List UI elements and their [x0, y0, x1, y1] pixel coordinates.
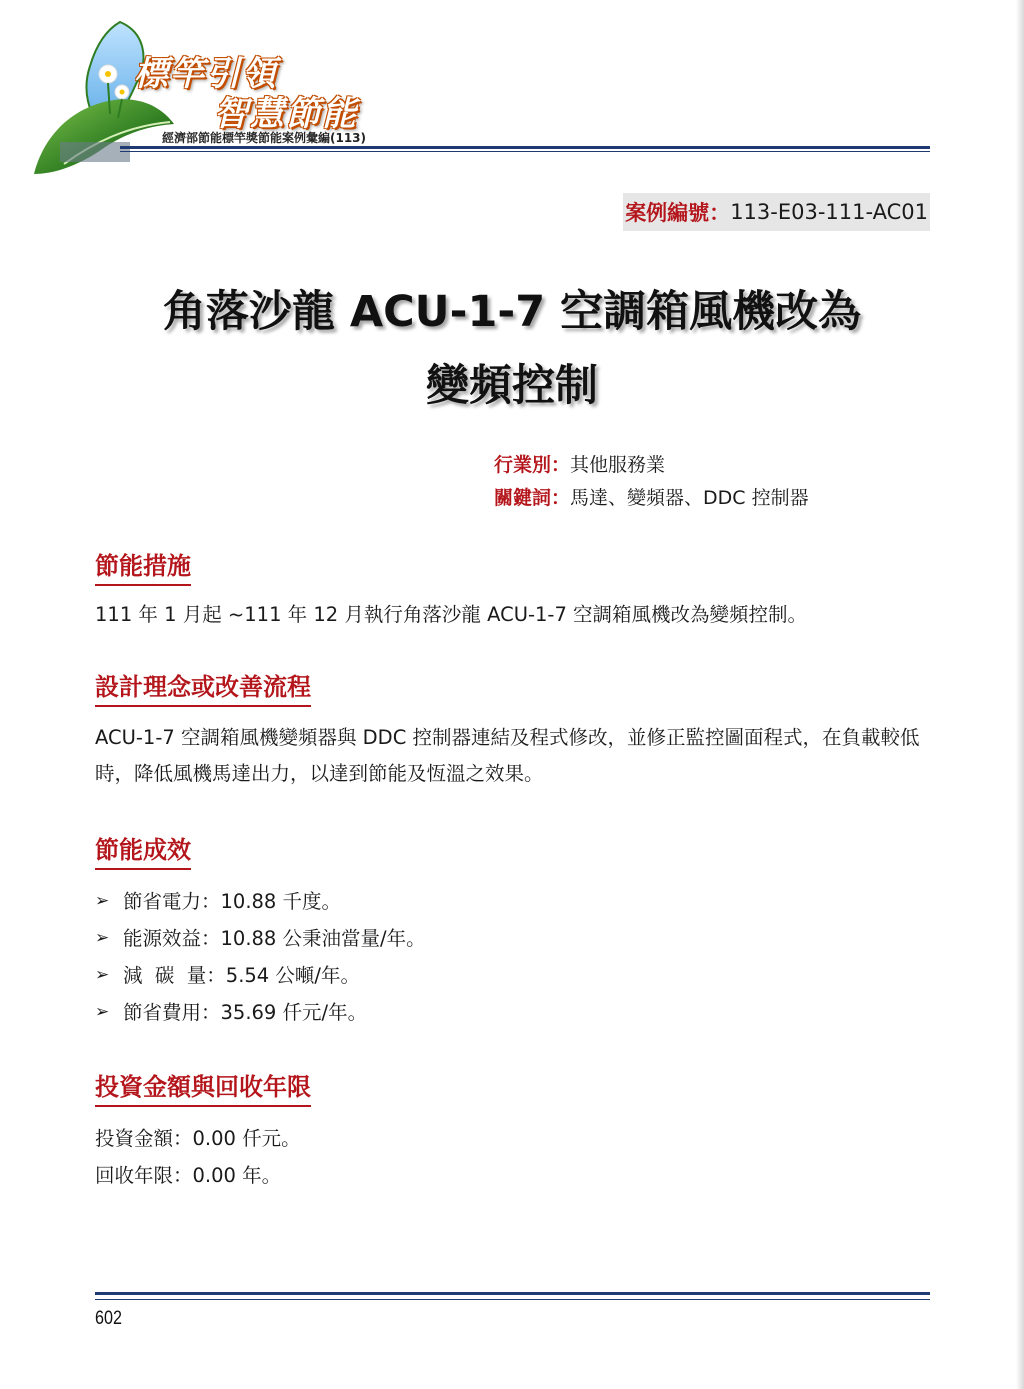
arrow-bullet-icon: ➢	[95, 965, 110, 985]
industry-value: 其他服務業	[570, 454, 666, 476]
case-number-box	[623, 193, 930, 231]
logo-slogan-line2: 智慧節能	[214, 94, 358, 134]
list-item: ➢ 減 碳 量：5.54 公噸/年。	[95, 957, 426, 994]
list-item: ➢ 節省電力：10.88 千度。	[95, 883, 426, 920]
results-heading: 節能成效	[95, 830, 191, 870]
header-divider	[120, 146, 930, 152]
measures-heading: 節能措施	[95, 546, 191, 586]
logo-slogan-line1: 標竿引領	[134, 54, 278, 94]
industry-label: 行業別：	[494, 454, 571, 476]
investment-amount: 投資金額：0.00 仟元。	[95, 1127, 301, 1150]
results-list	[95, 883, 426, 1031]
arrow-bullet-icon: ➢	[95, 928, 110, 948]
publication-subtitle: 經濟部節能標竿獎節能案例彙編(113)	[162, 131, 367, 145]
footer-divider	[95, 1292, 930, 1300]
case-number-label: 案例編號：	[625, 201, 731, 225]
measures-text: 111 年 1 月起 ~111 年 12 月執行角落沙龍 ACU-1-7 空調箱風機改為變頻控制。	[95, 603, 808, 626]
page-title-line1: 角落沙龍 ACU-1-7 空調箱風機改為	[162, 287, 862, 337]
page-edge-shadow	[1016, 0, 1024, 1389]
arrow-bullet-icon: ➢	[95, 891, 110, 911]
payback-period: 回收年限：0.00 年。	[95, 1164, 282, 1187]
industry-row	[494, 450, 665, 477]
page-title-line2: 變頻控制	[426, 361, 598, 411]
keywords-value: 馬達、變頻器、DDC 控制器	[570, 487, 809, 509]
design-heading: 設計理念或改善流程	[95, 667, 311, 707]
case-number-value: 113-E03-111-AC01	[730, 200, 928, 224]
keywords-label: 關鍵詞：	[494, 487, 571, 509]
list-item: ➢ 能源效益：10.88 公秉油當量/年。	[95, 920, 426, 957]
list-item: ➢ 節省費用：35.69 仟元/年。	[95, 994, 426, 1031]
keywords-row	[494, 483, 809, 510]
arrow-bullet-icon: ➢	[95, 1002, 110, 1022]
taiwan-leaf-logo	[24, 14, 204, 182]
investment-heading: 投資金額與回收年限	[95, 1067, 311, 1107]
design-text: ACU-1-7 空調箱風機變頻器與 DDC 控制器連結及程式修改，並修正監控圖面程式，在負載較低時，降低風機馬達出力，以達到節能及恆溫之效果。	[95, 726, 920, 785]
page-number: 602	[95, 1308, 122, 1329]
